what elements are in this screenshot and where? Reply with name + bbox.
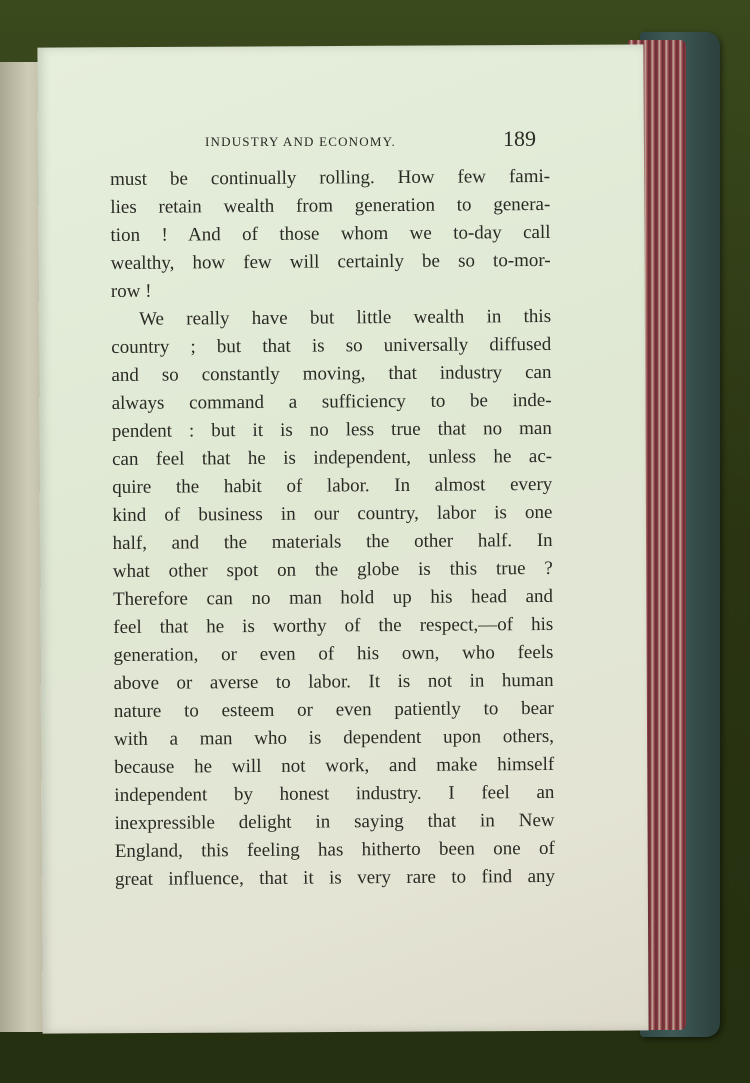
text-line: row !	[110, 280, 152, 302]
text-line: above or averse to labor. It is not in human	[113, 669, 554, 694]
text-line: independent by honest industry. I feel an	[114, 781, 555, 806]
text-line: great influence, that it is very rare to find any	[114, 865, 556, 890]
body-text	[110, 163, 555, 894]
text-line: We really have but little wealth in this	[138, 305, 552, 330]
page-number: 189	[503, 126, 536, 151]
running-head: INDUSTRY AND ECONOMY.	[205, 134, 396, 149]
text-line: tion ! And of those whom we to-day call	[110, 221, 551, 246]
text-line: always command a sufficiency to be inde-	[111, 389, 552, 414]
text-line: kind of business in our country, labor is one	[112, 501, 553, 526]
text-line: wealthy, how few will certainly be so to-mor-	[110, 249, 551, 274]
text-line: pendent : but it is no less true that no man	[111, 417, 552, 442]
text-line: nature to esteem or even patiently to bear	[113, 697, 554, 722]
text-line: because he will not work, and make himself	[114, 753, 555, 778]
text-line: lies retain wealth from generation to genera-	[110, 193, 551, 218]
text-line: with a man who is dependent upon others,	[113, 725, 555, 750]
text-line: and so constantly moving, that industry can	[111, 361, 552, 386]
text-line: half, and the materials the other half. In	[112, 529, 553, 554]
text-line: can feel that he is independent, unless he ac-	[111, 445, 553, 470]
text-line: England, this feeling has hitherto been one of	[114, 837, 555, 862]
page-header	[205, 126, 545, 160]
text-line: quire the habit of labor. In almost every	[112, 473, 553, 498]
text-line: generation, or even of his own, who feels	[113, 641, 554, 666]
text-line: must be continually rolling. How few fami-	[110, 165, 551, 190]
text-line: Therefore can no man hold up his head and	[112, 585, 554, 610]
text-line: country ; but that is so universally diffused	[111, 333, 552, 358]
text-line: inexpressible delight in saying that in New	[114, 809, 555, 834]
text-line: feel that he is worthy of the respect,—of his	[113, 613, 554, 638]
text-line: what other spot on the globe is this true ?	[112, 557, 553, 582]
